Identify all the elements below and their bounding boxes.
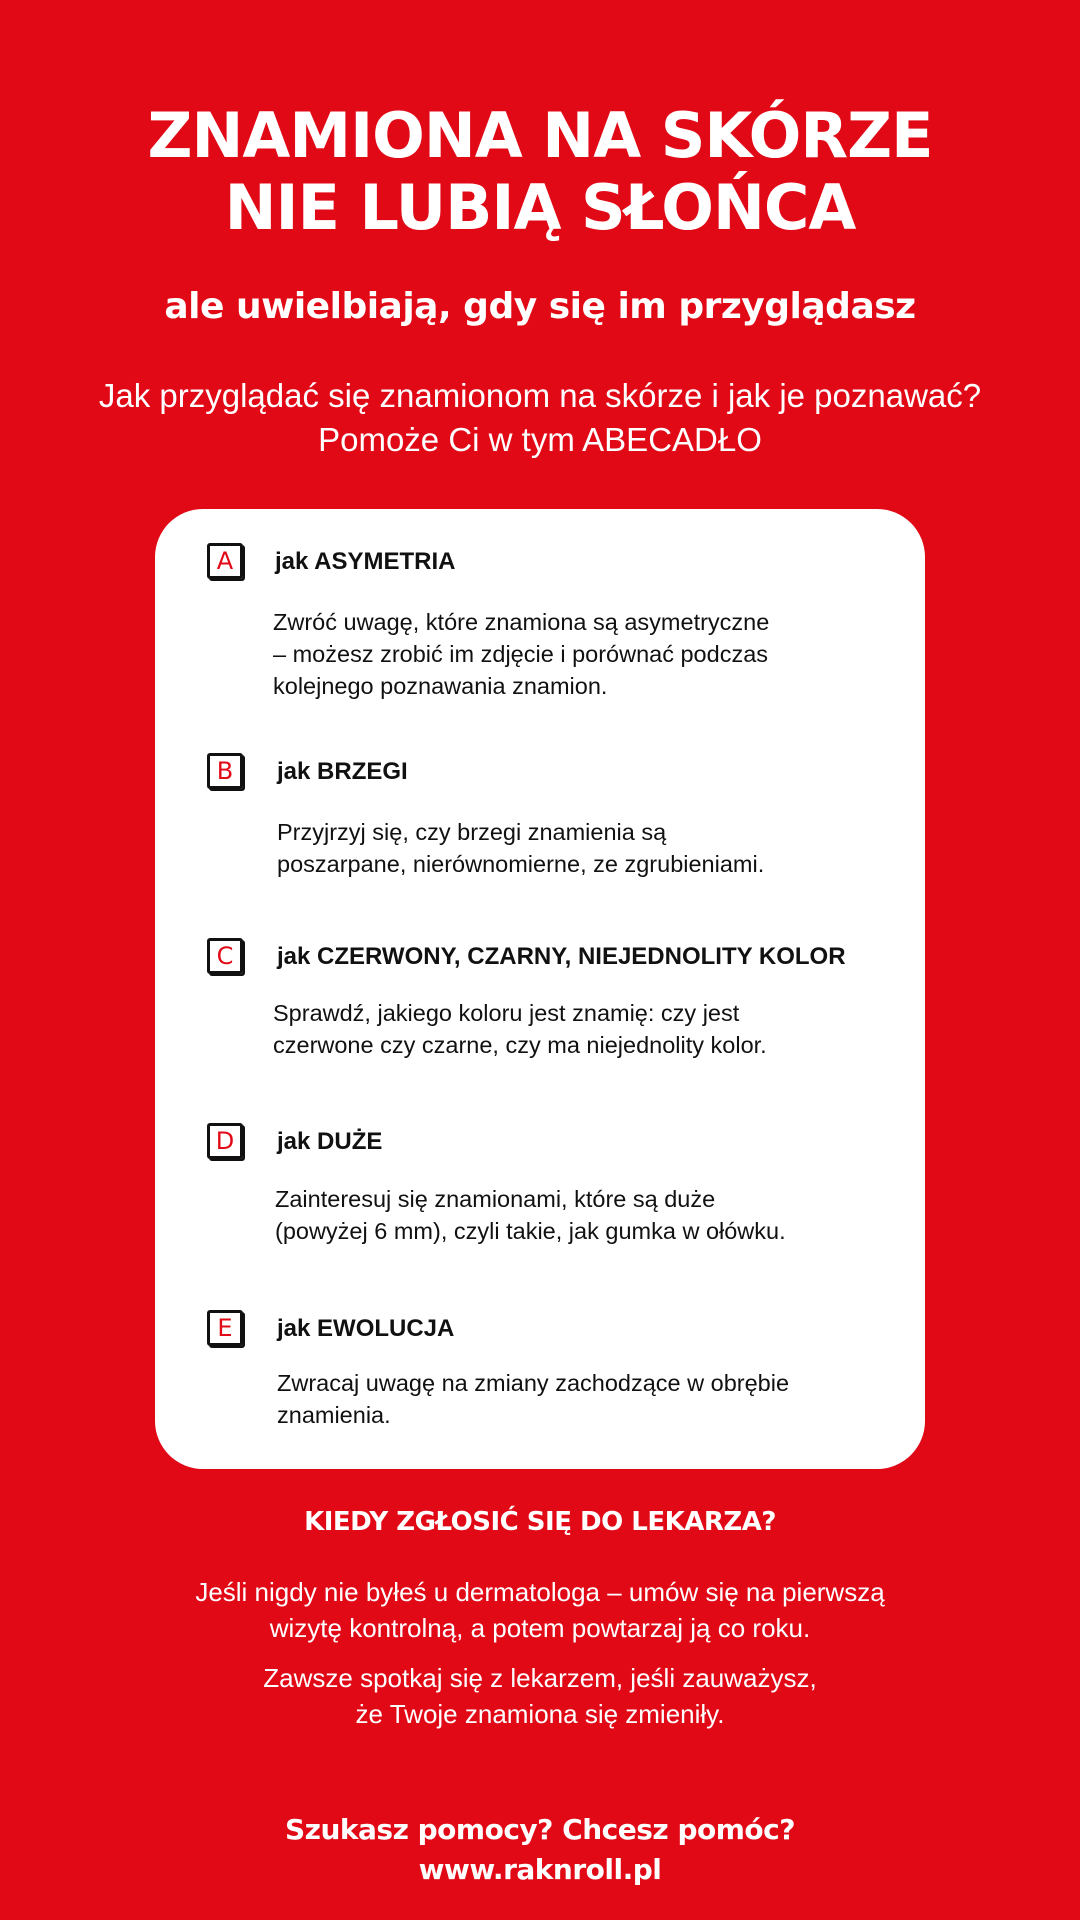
subtitle: ale uwielbiają, gdy się im przyglądasz (164, 286, 916, 327)
intro-line-2: Pomoże Ci w tym ABECADŁO (318, 421, 762, 458)
item-line: (powyżej 6 mm), czyli takie, jak gumka w ołówku. (275, 1218, 786, 1244)
item-line: Zwróć uwagę, które znamiona są asymetryczne (273, 609, 770, 635)
letter-d-icon: D (207, 1123, 243, 1159)
item-description (277, 1367, 877, 1431)
item-description (273, 997, 873, 1061)
footer-question: Szukasz pomocy? Chcesz pomóc? (285, 1813, 795, 1846)
item-line: Zwracaj uwagę na zmiany zachodzące w obrębie (277, 1370, 790, 1396)
footer (0, 1810, 1080, 1890)
title-line-2: NIE LUBIĄ SŁOŃCA (224, 171, 856, 244)
intro-line-1: Jak przyglądać się znamionom na skórze i jak je poznawać? (98, 377, 982, 414)
paragraph-line: wizytę kontrolną, a potem powtarzaj ją co roku. (269, 1613, 811, 1643)
item-line: Zainteresuj się znamionami, które są duże (275, 1186, 716, 1212)
item-heading: jak DUŻE (277, 1128, 383, 1155)
item-line: – możesz zrobić im zdjęcie i porównać podczas (273, 641, 769, 667)
item-line: czerwone czy czarne, czy ma niejednolity kolor. (273, 1032, 767, 1058)
item-description (275, 1183, 895, 1247)
paragraph-line: Jeśli nigdy nie byłeś u dermatologa – umów się na pierwszą (195, 1577, 885, 1607)
letter-e-icon: E (207, 1310, 243, 1346)
item-description (277, 816, 877, 880)
item-heading: jak CZERWONY, CZARNY, NIEJEDNOLITY KOLOR (277, 943, 846, 970)
letter-b-icon: B (207, 753, 243, 789)
item-heading: jak EWOLUCJA (277, 1315, 455, 1342)
item-line: Sprawdź, jakiego koloru jest znamię: czy jest (273, 1000, 740, 1026)
abcde-card (155, 509, 925, 1469)
doctor-paragraph-2 (0, 1660, 1080, 1732)
letter-c-icon: C (207, 938, 243, 974)
intro-text (0, 374, 1080, 462)
item-description (273, 606, 873, 702)
paragraph-line: że Twoje znamiona się zmieniły. (355, 1699, 725, 1729)
title-line-1: ZNAMIONA NA SKÓRZE (147, 99, 933, 172)
doctor-heading: KIEDY ZGŁOSIĆ SIĘ DO LEKARZA? (304, 1507, 776, 1537)
item-heading: jak BRZEGI (277, 758, 408, 785)
item-line: kolejnego poznawania znamion. (273, 673, 608, 699)
item-line: Przyjrzyj się, czy brzegi znamienia są (277, 819, 667, 845)
page-title (0, 100, 1080, 244)
letter-a-icon: A (207, 543, 243, 579)
item-line: znamienia. (277, 1402, 391, 1428)
paragraph-line: Zawsze spotkaj się z lekarzem, jeśli zauważysz, (263, 1663, 817, 1693)
footer-url-link[interactable]: www.raknroll.pl (418, 1853, 662, 1886)
item-line: poszarpane, nierównomierne, ze zgrubieniami. (277, 851, 765, 877)
doctor-paragraph-1 (0, 1574, 1080, 1646)
item-heading: jak ASYMETRIA (275, 548, 456, 575)
